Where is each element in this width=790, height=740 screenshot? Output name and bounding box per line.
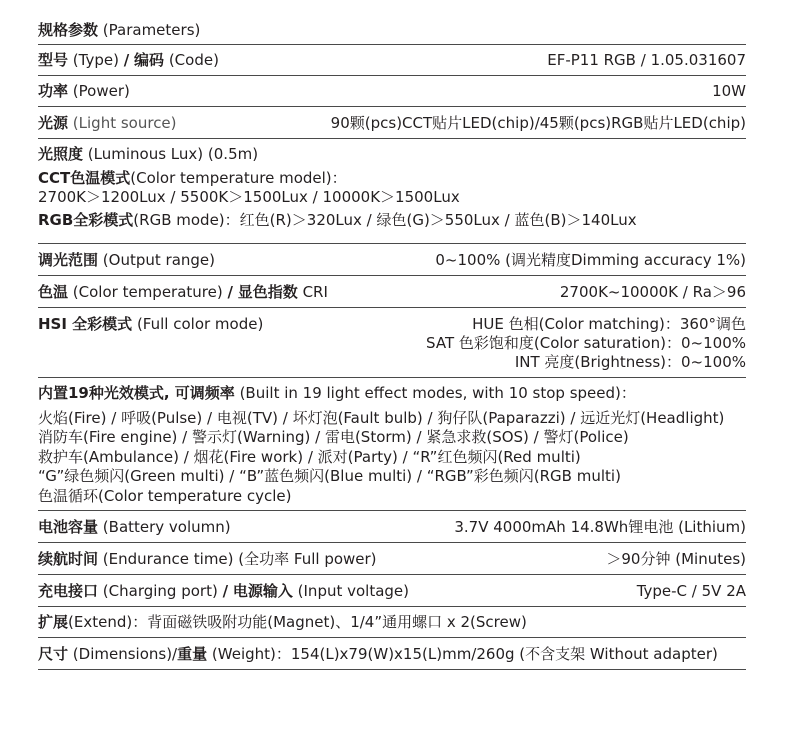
divider — [38, 510, 746, 511]
extend-value: (Extend)：背面磁铁吸附功能(Magnet)、1/4”通用螺口 x 2(Screw) — [68, 613, 527, 631]
divider — [38, 106, 746, 107]
effects-line: 救护车(Ambulance) / 烟花(Fire work) / 派对(Party) / “R”红色频闪(Red multi) — [38, 447, 581, 466]
title-en: (Parameters) — [102, 21, 201, 39]
spec-row-light-source — [38, 114, 746, 133]
endurance-label-en: (Endurance time) (全功率 Full power) — [102, 550, 377, 568]
endurance-label-zh: 续航时间 — [38, 550, 99, 568]
effects-line: “G”绿色频闪(Green multi) / “B”蓝色频闪(Blue multi) / “RGB”彩色频闪(RGB multi) — [38, 467, 621, 485]
input-label-zh: 电源输入 — [232, 582, 293, 600]
spec-row-dimensions — [38, 645, 746, 664]
effects-heading-zh: 内置19种光效模式, 可调频率 — [38, 384, 235, 402]
effects-line: 色温循环(Color temperature cycle) — [38, 486, 292, 505]
spec-row-power — [38, 82, 746, 101]
type-label-zh: 型号 — [38, 51, 69, 69]
battery-label-en: (Battery volumn) — [102, 518, 231, 536]
divider — [38, 275, 746, 276]
endurance-value: ＞90分钟 (Minutes) — [606, 550, 746, 568]
divider — [38, 138, 746, 139]
output-range-value: 0~100% (调光精度Dimming accuracy 1%) — [435, 251, 746, 269]
code-label-zh: 编码 — [134, 51, 165, 69]
divider — [38, 75, 746, 76]
dimensions-label-en: (Dimensions)/ — [72, 645, 178, 663]
divider — [38, 606, 746, 607]
divider — [38, 574, 746, 575]
hsi-sat: SAT 色彩饱和度(Color saturation)：0~100% — [426, 334, 746, 352]
hsi-label-en: (Full color mode) — [136, 315, 264, 333]
title-zh: 规格参数 — [38, 21, 99, 39]
hsi-values — [426, 315, 746, 372]
cri-label-en: CRI — [302, 283, 328, 301]
effects-line: 消防车(Fire engine) / 警示灯(Warning) / 雷电(Storm) / 紧急求救(SOS) / 警灯(Police) — [38, 428, 629, 446]
battery-label-zh: 电池容量 — [38, 518, 99, 536]
spec-title — [38, 21, 746, 40]
hsi-label-zh: HSI 全彩模式 — [38, 315, 133, 333]
effects-line: 火焰(Fire) / 呼吸(Pulse) / 电视(TV) / 坏灯泡(Fault bulb) / 狗仔队(Paparazzi) / 远近光灯(Headlight) — [38, 408, 725, 427]
light-source-label-zh: 光源 — [38, 114, 69, 132]
cct-label-en: (Color temperature model)： — [130, 168, 347, 187]
input-label-en: (Input voltage) — [297, 582, 410, 600]
spec-block-lux — [38, 145, 746, 230]
lux-label-zh: 光照度 — [38, 145, 84, 163]
power-value: 10W — [712, 82, 746, 100]
code-label-en: (Code) — [168, 51, 219, 69]
hsi-hue: HUE 色相(Color matching)：360°调色 — [472, 315, 746, 333]
color-temp-label-en: (Color temperature) — [72, 283, 223, 301]
charging-label-en: (Charging port) — [102, 582, 218, 600]
output-range-label-zh: 调光范围 — [38, 251, 99, 269]
power-label-en: (Power) — [72, 82, 130, 100]
charging-value: Type-C / 5V 2A — [636, 582, 746, 600]
type-sep: / — [123, 51, 130, 69]
effects-heading-en: (Built in 19 light effect modes, with 10 stop speed)： — [239, 384, 636, 402]
lux-label-en: (Luminous Lux) (0.5m) — [87, 145, 259, 163]
type-label-en: (Type) — [72, 51, 119, 69]
spec-row-output-range — [38, 251, 746, 270]
charging-sep: / — [222, 582, 229, 600]
spec-row-charging — [38, 582, 746, 601]
color-temp-sep: / — [227, 283, 233, 301]
cct-values: 2700K＞1200Lux / 5500K＞1500Lux / 10000K＞1500Lux — [38, 188, 460, 206]
extend-label-zh: 扩展 — [38, 613, 69, 631]
rgb-values: (RGB mode)：红色(R)＞320Lux / 绿色(G)＞550Lux / 蓝色(B)＞140Lux — [133, 210, 637, 229]
type-code-value: EF-P11 RGB / 1.05.031607 — [547, 51, 746, 69]
spec-row-endurance — [38, 550, 746, 569]
divider — [38, 542, 746, 543]
spec-row-color-temp — [38, 283, 746, 302]
cct-label: CCT色温模式 — [38, 168, 131, 187]
divider — [38, 669, 746, 670]
divider — [38, 377, 746, 378]
battery-value: 3.7V 4000mAh 14.8Wh锂电池 (Lithium) — [454, 518, 746, 536]
spec-row-battery — [38, 518, 746, 537]
weight-label-zh: 重量 — [177, 645, 208, 663]
hsi-int: INT 亮度(Brightness)：0~100% — [514, 353, 746, 371]
color-temp-value: 2700K~10000K / Ra＞96 — [559, 283, 746, 301]
spec-block-effects — [38, 384, 746, 506]
output-range-label-en: (Output range) — [102, 251, 215, 269]
light-source-value: 90颗(pcs)CCT贴片LED(chip)/45颗(pcs)RGB贴片LED(chip) — [330, 114, 746, 132]
color-temp-label-zh: 色温 — [38, 283, 69, 301]
light-source-label-en: (Light source) — [72, 114, 177, 132]
cri-label-zh: 显色指数 — [237, 283, 298, 301]
power-label-zh: 功率 — [38, 82, 69, 100]
divider — [38, 307, 746, 308]
divider — [38, 44, 746, 45]
dimensions-label-zh: 尺寸 — [38, 645, 69, 663]
spec-row-type-code — [38, 51, 746, 70]
spec-row-extend — [38, 613, 746, 632]
divider — [38, 637, 746, 638]
divider — [38, 243, 746, 244]
dimensions-value: (Weight)：154(L)x79(W)x15(L)mm/260g (不含支架 Without adapter) — [211, 645, 718, 663]
rgb-label: RGB全彩模式 — [38, 210, 134, 229]
charging-label-zh: 充电接口 — [38, 582, 99, 600]
